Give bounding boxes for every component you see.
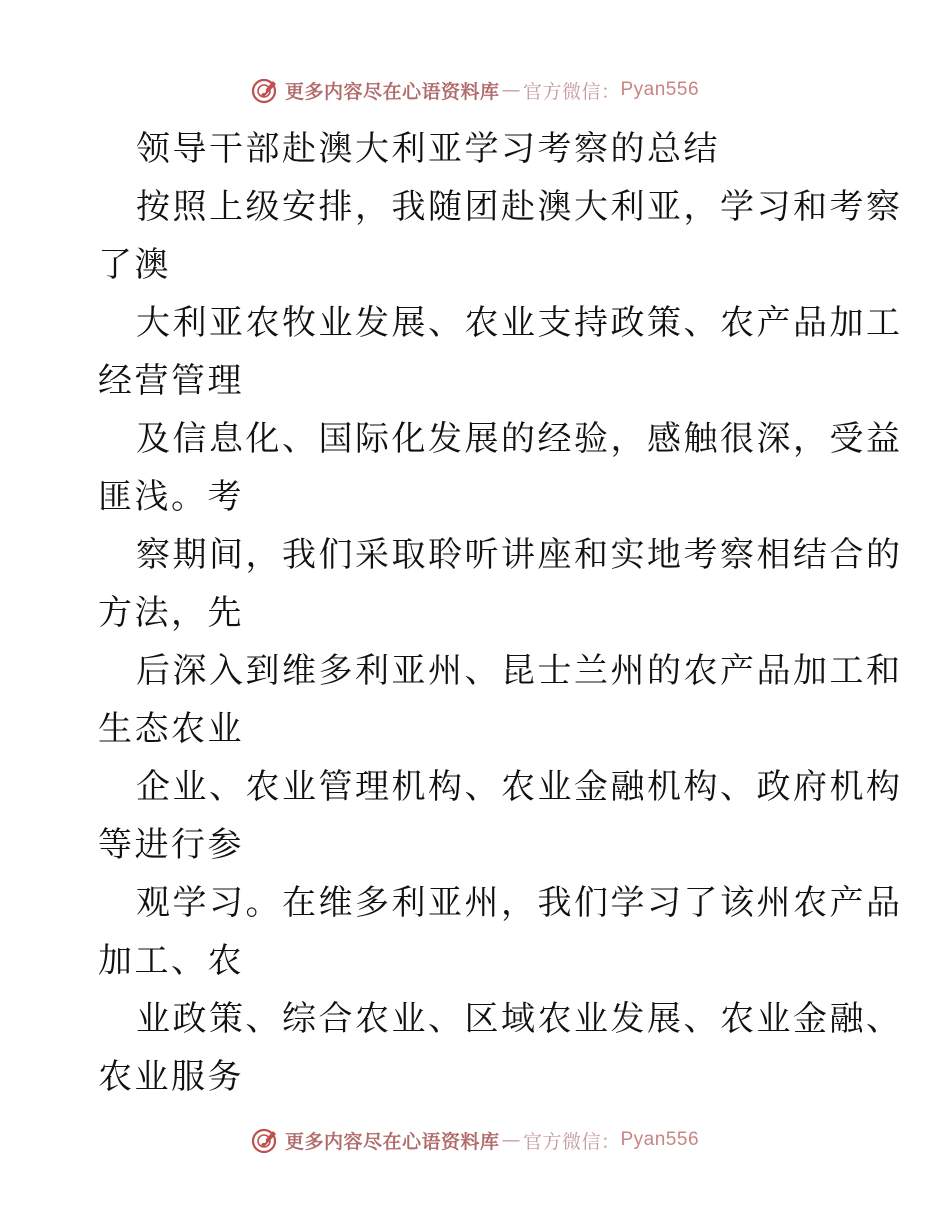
footer-brand: 更多内容尽在心语资料库 — [284, 1130, 500, 1153]
text-line: 了澳 — [98, 245, 171, 285]
header-banner — [0, 70, 950, 110]
pen-logo-icon — [251, 1126, 279, 1154]
text-line: 后深入到维多利亚州、昆士兰州的农产品加工和 — [136, 651, 903, 691]
text-line: 业政策、综合农业、区域农业发展、农业金融、 — [136, 999, 903, 1039]
text-line: 生态农业 — [98, 709, 244, 749]
footer-wechat-label: 官方微信： — [522, 1130, 621, 1153]
footer-wechat-id: Pyan556 — [620, 1129, 700, 1150]
text-line: 按照上级安排，我随团赴澳大利亚，学习和考察 — [136, 187, 903, 227]
document-title: 领导干部赴澳大利亚学习考察的总结 — [136, 129, 720, 169]
text-line: 经营管理 — [98, 361, 244, 401]
header-separator: — — [501, 79, 521, 101]
text-line: 方法，先 — [98, 593, 244, 633]
text-line: 大利亚农牧业发展、农业支持政策、农产品加工 — [136, 303, 903, 343]
footer-banner — [0, 1120, 950, 1160]
footer-separator: — — [501, 1129, 521, 1151]
pen-logo-icon — [251, 76, 279, 104]
header-wechat-id: Pyan556 — [620, 79, 700, 100]
header-wechat-label: 官方微信： — [522, 80, 621, 103]
text-line: 等进行参 — [98, 825, 244, 865]
text-line: 察期间，我们采取聆听讲座和实地考察相结合的 — [136, 535, 903, 575]
text-line: 观学习。在维多利亚州，我们学习了该州农产品 — [136, 883, 903, 923]
text-line: 及信息化、国际化发展的经验，感触很深，受益 — [136, 419, 903, 459]
document-body — [98, 120, 903, 1106]
text-line: 农业服务 — [98, 1057, 244, 1097]
text-line: 匪浅。考 — [98, 477, 244, 517]
text-line: 加工、农 — [98, 941, 244, 981]
header-brand: 更多内容尽在心语资料库 — [284, 80, 500, 103]
text-line: 企业、农业管理机构、农业金融机构、政府机构 — [136, 767, 903, 807]
